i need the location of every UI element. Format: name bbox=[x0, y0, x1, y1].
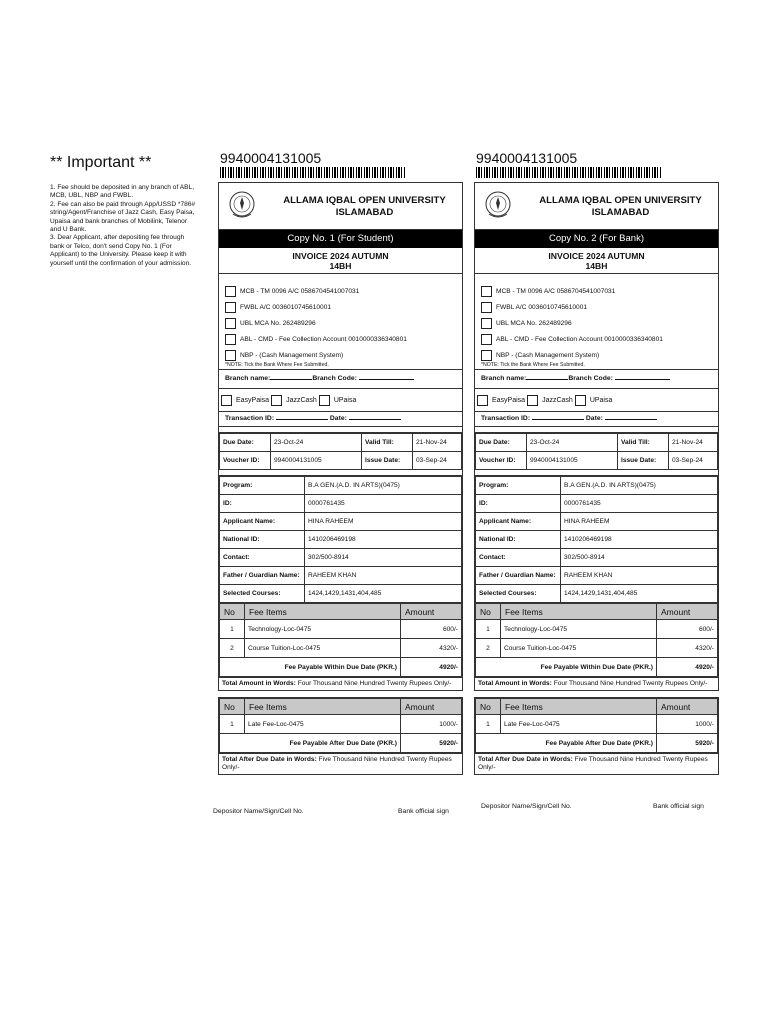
bank-note: *NOTE: Tick the Bank Where Fee Submitted. bbox=[225, 362, 329, 368]
courses-label: Selected Courses: bbox=[476, 585, 561, 603]
table-row bbox=[220, 495, 462, 513]
instruction-line: 3. Dear Applicant, after depositing fee through bbox=[50, 234, 185, 242]
branch-code-label: Branch Code: bbox=[568, 375, 613, 382]
mobile-payment-options bbox=[475, 389, 718, 411]
voucher-number: 9940004131005 bbox=[476, 150, 578, 166]
fee-amount: 1000/- bbox=[657, 715, 718, 734]
university-name bbox=[271, 195, 458, 219]
table-header-row bbox=[476, 604, 718, 620]
bank-label: FWBL A/C 0036010745610001 bbox=[496, 303, 588, 311]
courses-label: Selected Courses: bbox=[220, 585, 305, 603]
instruction-line: 2. Fee can also be paid through App/USSD *786# bbox=[50, 200, 196, 208]
branch-row bbox=[219, 370, 462, 389]
fee-amount: 600/- bbox=[657, 620, 718, 639]
due-date-label: Due Date: bbox=[476, 434, 527, 452]
fee-amount: 1000/- bbox=[401, 715, 462, 734]
applicant-table bbox=[475, 476, 718, 603]
bank-label: ABL - CMD - Fee Collection Account 0010000336340801 bbox=[496, 335, 663, 343]
late-fee-section bbox=[474, 697, 719, 775]
total-row bbox=[220, 734, 462, 753]
transaction-row bbox=[475, 411, 718, 427]
program-value: B.A GEN.(A.D. IN ARTS)(0475) bbox=[561, 477, 718, 495]
late-fees-table bbox=[219, 698, 462, 753]
payment-option bbox=[221, 395, 269, 406]
invoice-term: INVOICE 2024 AUTUMN bbox=[292, 251, 389, 261]
program-label: Program: bbox=[476, 477, 561, 495]
voucher-id-value: 9940004131005 bbox=[271, 452, 362, 470]
table-row bbox=[476, 639, 718, 658]
courses-value: 1424,1429,1431,404,485 bbox=[305, 585, 462, 603]
university-logo-icon bbox=[483, 190, 513, 220]
applicant-name-value: HINA RAHEEM bbox=[305, 513, 462, 531]
bank-option bbox=[481, 331, 718, 347]
university-header bbox=[475, 183, 718, 230]
bank-checkbox[interactable] bbox=[481, 286, 492, 297]
easypaisa-checkbox[interactable] bbox=[221, 395, 232, 406]
easypaisa-checkbox[interactable] bbox=[477, 395, 488, 406]
father-label: Father / Guardian Name: bbox=[476, 567, 561, 585]
table-row bbox=[476, 620, 718, 639]
voucher-id-value: 9940004131005 bbox=[527, 452, 618, 470]
father-value: RAHEEM KHAN bbox=[561, 567, 718, 585]
transaction-id-field[interactable] bbox=[532, 412, 584, 420]
national-id-value: 1410206469198 bbox=[561, 531, 718, 549]
table-row bbox=[476, 549, 718, 567]
late-fees-table bbox=[475, 698, 718, 753]
col-no-header: No bbox=[220, 604, 245, 620]
program-label: Program: bbox=[220, 477, 305, 495]
branch-name-field[interactable] bbox=[270, 372, 312, 380]
payment-option-label: JazzCash bbox=[542, 396, 573, 404]
bank-label: ABL - CMD - Fee Collection Account 0010000336340801 bbox=[240, 335, 407, 343]
instruction-line: yourself until the confirmation of your admission. bbox=[50, 259, 192, 267]
payable-after-amount: 5920/- bbox=[401, 734, 462, 753]
issue-date-label: Issue Date: bbox=[362, 452, 413, 470]
depositor-sign-label: Depositor Name/Sign/Cell No. bbox=[481, 803, 572, 810]
fees-table bbox=[475, 603, 718, 677]
table-row bbox=[476, 477, 718, 495]
amount-in-words bbox=[475, 677, 718, 690]
national-id-label: National ID: bbox=[476, 531, 561, 549]
contact-value: 302/500-8914 bbox=[305, 549, 462, 567]
payable-within-label: Fee Payable Within Due Date (PKR.) bbox=[476, 658, 657, 677]
mobile-payment-options bbox=[219, 389, 462, 411]
branch-code-label: Branch Code: bbox=[312, 375, 357, 382]
transaction-row bbox=[219, 411, 462, 427]
col-amount-header: Amount bbox=[657, 604, 718, 620]
contact-label: Contact: bbox=[476, 549, 561, 567]
table-row bbox=[476, 495, 718, 513]
contact-value: 302/500-8914 bbox=[561, 549, 718, 567]
table-row bbox=[220, 620, 462, 639]
fee-no: 1 bbox=[220, 715, 245, 734]
jazzcash-checkbox[interactable] bbox=[527, 395, 538, 406]
words-text: Five Thousand Nine Hundred Twenty Rupees Only/- bbox=[222, 756, 452, 771]
fee-no: 1 bbox=[220, 620, 245, 639]
fee-item: Late Fee-Loc-0475 bbox=[501, 715, 657, 734]
bank-checkbox[interactable] bbox=[481, 318, 492, 329]
transaction-date-field[interactable] bbox=[349, 412, 401, 420]
bank-label: MCB - TM 0096 A/C 0586704541007031 bbox=[240, 287, 360, 295]
col-items-header: Fee Items bbox=[245, 699, 401, 715]
instruction-line: Applicant) to the University. Please keep it with bbox=[50, 251, 187, 259]
bank-checkbox[interactable] bbox=[225, 286, 236, 297]
fee-item: Course Tuition-Loc-0475 bbox=[501, 639, 657, 658]
col-no-header: No bbox=[220, 699, 245, 715]
valid-till-value: 21-Nov-24 bbox=[413, 434, 462, 452]
branch-row bbox=[475, 370, 718, 389]
table-row bbox=[220, 531, 462, 549]
important-instructions bbox=[50, 184, 210, 268]
col-no-header: No bbox=[476, 699, 501, 715]
valid-till-value: 21-Nov-24 bbox=[669, 434, 718, 452]
barcode bbox=[476, 167, 661, 178]
due-date-value: 23-Oct-24 bbox=[527, 434, 618, 452]
bank-label: MCB - TM 0096 A/C 0586704541007031 bbox=[496, 287, 616, 295]
university-name bbox=[527, 195, 714, 219]
col-items-header: Fee Items bbox=[501, 604, 657, 620]
barcode bbox=[220, 167, 405, 178]
fee-item: Late Fee-Loc-0475 bbox=[245, 715, 401, 734]
issue-date-value: 03-Sep-24 bbox=[413, 452, 462, 470]
voucher-body bbox=[218, 182, 463, 691]
upaisa-checkbox[interactable] bbox=[575, 395, 586, 406]
national-id-label: National ID: bbox=[220, 531, 305, 549]
voucher-id-label: Voucher ID: bbox=[476, 452, 527, 470]
bank-label: UBL MCA No. 262489296 bbox=[240, 319, 316, 327]
upaisa-checkbox[interactable] bbox=[319, 395, 330, 406]
id-label: ID: bbox=[220, 495, 305, 513]
fee-item: Course Tuition-Loc-0475 bbox=[245, 639, 401, 658]
table-row bbox=[476, 434, 718, 452]
payment-option-label: UPaisa bbox=[589, 396, 613, 404]
dates-table bbox=[219, 433, 462, 470]
contact-label: Contact: bbox=[220, 549, 305, 567]
voucher-body bbox=[474, 182, 719, 691]
invoice-term: INVOICE 2024 AUTUMN bbox=[548, 251, 645, 261]
valid-till-label: Valid Till: bbox=[618, 434, 669, 452]
payment-option bbox=[477, 395, 525, 406]
words-label: Total After Due Date in Words: bbox=[478, 756, 573, 763]
payment-option bbox=[271, 395, 317, 406]
table-row bbox=[220, 434, 462, 452]
payable-after-label: Fee Payable After Due Date (PKR.) bbox=[476, 734, 657, 753]
bank-checkbox[interactable] bbox=[225, 318, 236, 329]
transaction-id-label: Transaction ID: bbox=[225, 415, 275, 422]
table-row bbox=[476, 513, 718, 531]
bank-option bbox=[481, 315, 718, 331]
amount-in-words bbox=[219, 677, 462, 690]
fee-item: Technology-Loc-0475 bbox=[245, 620, 401, 639]
voucher-copy-student bbox=[218, 150, 463, 775]
fees-table bbox=[219, 603, 462, 677]
fee-no: 2 bbox=[220, 639, 245, 658]
branch-code-field[interactable] bbox=[615, 372, 670, 380]
payable-after-label: Fee Payable After Due Date (PKR.) bbox=[220, 734, 401, 753]
payment-option-label: EasyPaisa bbox=[236, 396, 270, 404]
table-row bbox=[220, 549, 462, 567]
university-name-line: ALLAMA IQBAL OPEN UNIVERSITY bbox=[283, 195, 446, 206]
table-row bbox=[476, 452, 718, 470]
table-row bbox=[220, 567, 462, 585]
fee-no: 1 bbox=[476, 715, 501, 734]
payment-option bbox=[575, 395, 613, 406]
total-row bbox=[476, 734, 718, 753]
payable-within-amount: 4920/- bbox=[657, 658, 718, 677]
table-header-row bbox=[220, 604, 462, 620]
payable-within-label: Fee Payable Within Due Date (PKR.) bbox=[220, 658, 401, 677]
col-items-header: Fee Items bbox=[245, 604, 401, 620]
table-row bbox=[220, 477, 462, 495]
words-text: Four Thousand Nine Hundred Twenty Rupees Only/- bbox=[297, 680, 452, 687]
id-label: ID: bbox=[476, 495, 561, 513]
words-label: Total Amount in Words: bbox=[222, 680, 296, 687]
bank-option bbox=[225, 283, 462, 299]
instruction-line: string/Agent/Franchise of Jazz Cash, Easy Paisa, bbox=[50, 209, 195, 217]
bank-option bbox=[225, 315, 462, 331]
table-row bbox=[220, 585, 462, 603]
table-row bbox=[476, 567, 718, 585]
bank-checkbox[interactable] bbox=[481, 350, 492, 361]
words-text: Four Thousand Nine Hundred Twenty Rupees Only/- bbox=[553, 680, 708, 687]
copy-label: Copy No. 2 (For Bank) bbox=[475, 230, 718, 248]
issue-date-value: 03-Sep-24 bbox=[669, 452, 718, 470]
table-row bbox=[476, 715, 718, 734]
dates-table bbox=[475, 433, 718, 470]
bank-sign-label: Bank official sign bbox=[653, 803, 704, 810]
transaction-date-label: Date: bbox=[585, 415, 603, 422]
branch-code-field[interactable] bbox=[359, 372, 414, 380]
bank-checkbox[interactable] bbox=[481, 334, 492, 345]
due-date-value: 23-Oct-24 bbox=[271, 434, 362, 452]
table-row bbox=[476, 585, 718, 603]
words-text: Five Thousand Nine Hundred Twenty Rupees Only/- bbox=[478, 756, 708, 771]
copy-label: Copy No. 1 (For Student) bbox=[219, 230, 462, 248]
fee-amount: 4320/- bbox=[401, 639, 462, 658]
voucher-id-label: Voucher ID: bbox=[220, 452, 271, 470]
issue-date-label: Issue Date: bbox=[618, 452, 669, 470]
branch-name-field[interactable] bbox=[526, 372, 568, 380]
depositor-sign-label: Depositor Name/Sign/Cell No. bbox=[213, 808, 304, 815]
fee-amount: 600/- bbox=[401, 620, 462, 639]
table-row bbox=[220, 639, 462, 658]
col-amount-header: Amount bbox=[657, 699, 718, 715]
university-city-line: ISLAMABAD bbox=[335, 207, 394, 218]
bank-label: UBL MCA No. 262489296 bbox=[496, 319, 572, 327]
words-label: Total After Due Date in Words: bbox=[222, 756, 317, 763]
father-label: Father / Guardian Name: bbox=[220, 567, 305, 585]
bank-label: NBP - (Cash Management System) bbox=[496, 351, 600, 359]
applicant-table bbox=[219, 476, 462, 603]
bank-option bbox=[481, 347, 718, 363]
bank-label: FWBL A/C 0036010745610001 bbox=[240, 303, 332, 311]
table-row bbox=[476, 531, 718, 549]
instruction-line: MCB, UBL, NBP and FWBL. bbox=[50, 192, 134, 200]
university-logo-icon bbox=[227, 190, 257, 220]
fee-item: Technology-Loc-0475 bbox=[501, 620, 657, 639]
national-id-value: 1410206469198 bbox=[305, 531, 462, 549]
table-row bbox=[220, 715, 462, 734]
invoice-title bbox=[475, 248, 718, 274]
applicant-name-label: Applicant Name: bbox=[220, 513, 305, 531]
transaction-id-label: Transaction ID: bbox=[481, 415, 531, 422]
bank-option bbox=[225, 331, 462, 347]
after-due-in-words bbox=[219, 753, 462, 774]
bank-checkbox[interactable] bbox=[225, 302, 236, 313]
applicant-name-value: HINA RAHEEM bbox=[561, 513, 718, 531]
payable-after-amount: 5920/- bbox=[657, 734, 718, 753]
university-city-line: ISLAMABAD bbox=[591, 207, 650, 218]
id-value: 0000761435 bbox=[561, 495, 718, 513]
bank-checkbox[interactable] bbox=[481, 302, 492, 313]
fee-no: 2 bbox=[476, 639, 501, 658]
total-row bbox=[476, 658, 718, 677]
payment-option-label: UPaisa bbox=[333, 396, 357, 404]
payment-option-label: EasyPaisa bbox=[492, 396, 526, 404]
table-row bbox=[220, 513, 462, 531]
jazzcash-checkbox[interactable] bbox=[271, 395, 282, 406]
important-title: ** Important ** bbox=[50, 154, 152, 171]
instruction-line: Upaisa and bank branches of Mobilink, Telenor bbox=[50, 217, 187, 225]
branch-name-label: Branch name: bbox=[225, 375, 271, 382]
courses-value: 1424,1429,1431,404,485 bbox=[561, 585, 718, 603]
instruction-line: 1. Fee should be deposited in any branch of ABL, bbox=[50, 184, 195, 191]
bank-sign-label: Bank official sign bbox=[398, 808, 449, 815]
table-row bbox=[220, 452, 462, 470]
table-header-row bbox=[476, 699, 718, 715]
transaction-date-field[interactable] bbox=[605, 412, 657, 420]
invoice-code: 14BH bbox=[585, 261, 608, 271]
col-no-header: No bbox=[476, 604, 501, 620]
invoice-code: 14BH bbox=[329, 261, 352, 271]
col-items-header: Fee Items bbox=[501, 699, 657, 715]
bank-checkbox[interactable] bbox=[225, 350, 236, 361]
bank-option bbox=[225, 299, 462, 315]
payment-option-label: JazzCash bbox=[286, 396, 317, 404]
branch-name-label: Branch name: bbox=[481, 375, 527, 382]
transaction-date-label: Date: bbox=[329, 415, 347, 422]
invoice-title bbox=[219, 248, 462, 274]
voucher-copy-bank bbox=[474, 150, 719, 775]
applicant-name-label: Applicant Name: bbox=[476, 513, 561, 531]
fee-no: 1 bbox=[476, 620, 501, 639]
instruction-line: bank or Telco, don't send Copy No. 1 (For bbox=[50, 242, 172, 250]
bank-list bbox=[219, 274, 462, 370]
total-row bbox=[220, 658, 462, 677]
bank-option bbox=[481, 283, 718, 299]
bank-option bbox=[481, 299, 718, 315]
father-value: RAHEEM KHAN bbox=[305, 567, 462, 585]
due-date-label: Due Date: bbox=[220, 434, 271, 452]
bank-label: NBP - (Cash Management System) bbox=[240, 351, 344, 359]
university-name-line: ALLAMA IQBAL OPEN UNIVERSITY bbox=[539, 195, 702, 206]
words-label: Total Amount in Words: bbox=[478, 680, 552, 687]
transaction-id-field[interactable] bbox=[276, 412, 328, 420]
col-amount-header: Amount bbox=[401, 604, 462, 620]
payment-option bbox=[319, 395, 357, 406]
fee-amount: 4320/- bbox=[657, 639, 718, 658]
program-value: B.A GEN.(A.D. IN ARTS)(0475) bbox=[305, 477, 462, 495]
bank-option bbox=[225, 347, 462, 363]
late-fee-section bbox=[218, 697, 463, 775]
id-value: 0000761435 bbox=[305, 495, 462, 513]
col-amount-header: Amount bbox=[401, 699, 462, 715]
voucher-number: 9940004131005 bbox=[220, 150, 322, 166]
university-header bbox=[219, 183, 462, 230]
valid-till-label: Valid Till: bbox=[362, 434, 413, 452]
bank-checkbox[interactable] bbox=[225, 334, 236, 345]
table-header-row bbox=[220, 699, 462, 715]
bank-list bbox=[475, 274, 718, 370]
bank-note: *NOTE: Tick the Bank Where Fee Submitted. bbox=[481, 362, 585, 368]
payment-option bbox=[527, 395, 573, 406]
instruction-line: and U Bank. bbox=[50, 226, 87, 234]
after-due-in-words bbox=[475, 753, 718, 774]
payable-within-amount: 4920/- bbox=[401, 658, 462, 677]
